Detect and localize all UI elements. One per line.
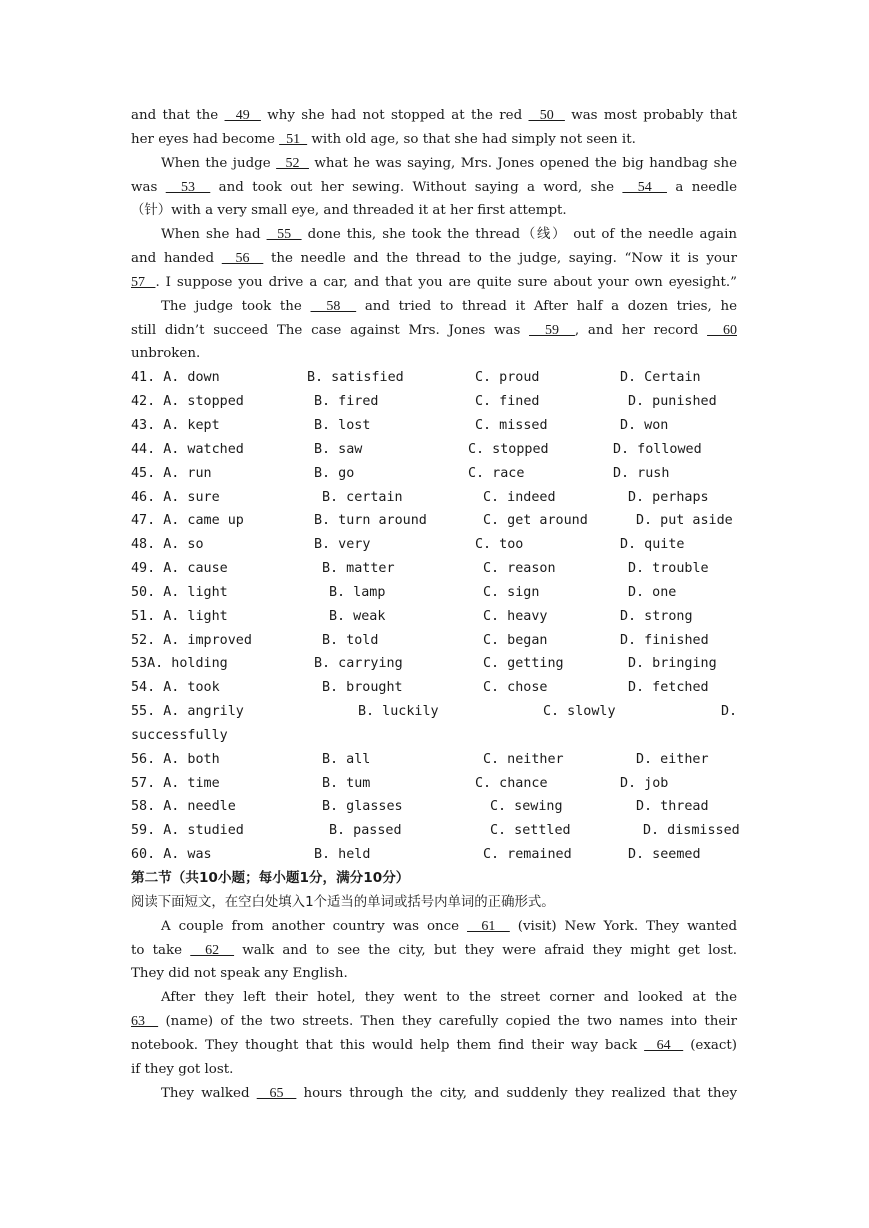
option-c: C. neither xyxy=(483,751,564,767)
option-row-58 xyxy=(131,795,737,819)
option-row-52 xyxy=(131,629,737,653)
passage-line: When the judge 52 what he was saying, Mrs. Jones opened the big handbag she xyxy=(161,155,738,171)
passage-line: The judge took the 58 and tried to thread it After half a dozen tries, he xyxy=(161,298,738,314)
option-row-44 xyxy=(131,438,737,462)
option-a: 48. A. so xyxy=(131,537,204,553)
option-c: C. slowly xyxy=(543,704,616,720)
option-d: D. thread xyxy=(636,799,709,815)
option-d: D. punished xyxy=(628,394,717,410)
option-b: B. lamp xyxy=(329,584,386,600)
option-a: 41. A. down xyxy=(131,370,220,386)
option-c: C. proud xyxy=(475,370,540,386)
exam-page xyxy=(131,104,740,1105)
passage-line: was 53 and took out her sewing. Without saying a word, she 54 a needle xyxy=(131,179,737,195)
option-c: C. chose xyxy=(483,680,548,696)
option-b: B. matter xyxy=(322,561,395,577)
section-instruction: 阅读下面短文，在空白处填入1个适当的单词或括号内单词的正确形式。 xyxy=(131,894,555,910)
option-c: C. sewing xyxy=(490,799,563,815)
option-d: D. finished xyxy=(620,632,709,648)
blank-54[interactable]: 54 xyxy=(622,179,667,195)
option-c: C. fined xyxy=(475,394,540,410)
passage-line: and that the 49 why she had not stopped at the red 50 was most probably that xyxy=(131,108,737,123)
passage-line: They walked 65 hours through the city, and suddenly they realized that they xyxy=(161,1085,738,1101)
option-b: B. fired xyxy=(314,394,379,410)
option-row-50 xyxy=(131,581,737,605)
passage-line: 63 (name) of the two streets. Then they carefully copied the two names into their xyxy=(131,1014,737,1030)
option-d: D. won xyxy=(620,417,669,433)
blank-57[interactable]: 57 xyxy=(131,274,156,290)
option-row-45 xyxy=(131,462,737,486)
option-a: 55. A. angrily xyxy=(131,704,244,720)
option-c: C. settled xyxy=(490,823,571,839)
passage-line: （针）with a very small eye, and threaded it at her first attempt. xyxy=(131,203,567,219)
option-b: B. weak xyxy=(329,608,386,624)
option-a: 43. A. kept xyxy=(131,417,220,433)
option-b: B. tum xyxy=(322,775,371,791)
passage-line: When she had 55 done this, she took the thread（线） out of the needle again xyxy=(161,227,737,243)
option-row-55-cont xyxy=(131,724,737,748)
passage-line: A couple from another country was once 61 (visit) New York. They wanted xyxy=(161,918,738,934)
option-b: B. all xyxy=(322,751,371,767)
option-row-54 xyxy=(131,676,737,700)
option-a: 45. A. run xyxy=(131,465,212,481)
option-row-55 xyxy=(131,700,737,724)
option-c: C. indeed xyxy=(483,489,556,505)
blank-52[interactable]: 52 xyxy=(276,155,309,171)
blank-53[interactable]: 53 xyxy=(165,179,211,195)
blank-59[interactable]: 59 xyxy=(529,322,575,338)
option-a: 54. A. took xyxy=(131,680,220,696)
blank-51[interactable]: 51 xyxy=(279,131,308,147)
option-b: B. held xyxy=(314,847,371,863)
blank-58[interactable]: 58 xyxy=(310,298,357,314)
passage-line: 57 . I suppose you drive a car, and that you are quite sure about your own eyesight.” xyxy=(131,274,738,290)
blank-55[interactable]: 55 xyxy=(266,227,302,243)
option-b: B. brought xyxy=(322,680,403,696)
blank-63[interactable]: 63 xyxy=(131,1014,159,1030)
option-d: D. dismissed xyxy=(643,823,740,839)
option-row-56 xyxy=(131,748,737,772)
option-d: D. rush xyxy=(613,465,670,481)
option-b: B. certain xyxy=(322,489,403,505)
option-b: B. lost xyxy=(314,417,371,433)
blank-56[interactable]: 56 xyxy=(221,251,264,267)
blank-61[interactable]: 61 xyxy=(467,918,510,934)
option-b: B. passed xyxy=(329,823,402,839)
option-c: C. remained xyxy=(483,847,572,863)
option-d: D. strong xyxy=(620,608,693,624)
blank-50[interactable]: 50 xyxy=(528,108,565,123)
option-c: C. began xyxy=(483,632,548,648)
option-a: 42. A. stopped xyxy=(131,394,244,410)
option-row-47 xyxy=(131,509,737,533)
option-d: D. bringing xyxy=(628,656,717,672)
option-row-57 xyxy=(131,772,737,796)
option-d: D. quite xyxy=(620,537,685,553)
option-c: C. chance xyxy=(475,775,548,791)
option-row-46 xyxy=(131,486,737,510)
option-c: C. too xyxy=(475,537,524,553)
option-b: B. very xyxy=(314,537,371,553)
option-c: C. sign xyxy=(483,584,540,600)
option-d-wrap: successfully xyxy=(131,727,228,743)
option-a: 51. A. light xyxy=(131,608,228,624)
option-a: 56. A. both xyxy=(131,751,220,767)
option-row-41 xyxy=(131,366,737,390)
option-a: 53A. holding xyxy=(131,656,228,672)
blank-49[interactable]: 49 xyxy=(224,108,261,123)
option-row-51 xyxy=(131,605,737,629)
option-row-59 xyxy=(131,819,740,843)
option-a: 52. A. improved xyxy=(131,632,252,648)
passage-line: notebook. They thought that this would help them find their way back 64 (exact) xyxy=(131,1037,737,1053)
option-a: 47. A. came up xyxy=(131,513,244,529)
option-d: D. one xyxy=(628,584,677,600)
passage-line: to take 62 walk and to see the city, but they were afraid they might get lost. xyxy=(131,942,737,958)
blank-60[interactable]: 60 xyxy=(707,322,737,338)
option-c: C. get around xyxy=(483,513,588,529)
option-c: C. missed xyxy=(475,417,548,433)
option-a: 49. A. cause xyxy=(131,561,228,577)
passage-line: still didn’t succeed The case against Mrs. Jones was 59 , and her record 60 xyxy=(131,322,737,338)
option-row-53 xyxy=(131,652,737,676)
blank-62[interactable]: 62 xyxy=(190,942,235,958)
option-d: D. followed xyxy=(613,441,702,457)
option-b: B. saw xyxy=(314,441,363,457)
option-c: C. stopped xyxy=(468,441,549,457)
option-d: D. perhaps xyxy=(628,489,709,505)
option-b: B. go xyxy=(314,465,355,481)
option-d: D. Certain xyxy=(620,370,701,386)
option-c: C. reason xyxy=(483,561,556,577)
blank-64[interactable]: 64 xyxy=(644,1037,684,1053)
passage-line: her eyes had become 51 with old age, so that she had simply not seen it. xyxy=(131,131,636,147)
option-row-48 xyxy=(131,533,737,557)
option-row-49 xyxy=(131,557,737,581)
passage-line: if they got lost. xyxy=(131,1061,234,1077)
option-d: D. seemed xyxy=(628,847,701,863)
option-b: B. turn around xyxy=(314,513,427,529)
option-d: D. fetched xyxy=(628,680,709,696)
option-d: D. put aside xyxy=(636,513,733,529)
passage-line: After they left their hotel, they went to the street corner and looked at the xyxy=(161,990,737,1006)
option-row-43 xyxy=(131,414,737,438)
option-c: C. heavy xyxy=(483,608,548,624)
option-c: C. getting xyxy=(483,656,564,672)
passage-line: They did not speak any English. xyxy=(131,966,348,982)
option-a: 60. A. was xyxy=(131,847,212,863)
option-b: B. carrying xyxy=(314,656,403,672)
option-d: D. trouble xyxy=(628,561,709,577)
option-a: 57. A. time xyxy=(131,775,220,791)
option-a: 59. A. studied xyxy=(131,823,244,839)
option-d: D. xyxy=(721,704,738,720)
option-a: 44. A. watched xyxy=(131,441,244,457)
option-a: 50. A. light xyxy=(131,584,228,600)
option-a: 58. A. needle xyxy=(131,799,236,815)
option-d: D. job xyxy=(620,775,669,791)
option-b: B. told xyxy=(322,632,379,648)
passage-line: unbroken. xyxy=(131,346,201,362)
option-a: 46. A. sure xyxy=(131,489,220,505)
option-b: B. luckily xyxy=(358,704,439,720)
option-b: B. satisfied xyxy=(307,370,404,386)
option-d: D. either xyxy=(636,751,709,767)
option-c: C. race xyxy=(468,465,525,481)
passage-line: and handed 56 the needle and the thread to the judge, saying. “Now it is your xyxy=(131,251,738,267)
option-row-42 xyxy=(131,390,737,414)
option-row-60 xyxy=(131,843,737,867)
option-b: B. glasses xyxy=(322,799,403,815)
blank-65[interactable]: 65 xyxy=(256,1085,297,1101)
section-title: 第二节（共10小题；每小题1分，满分10分） xyxy=(131,870,410,886)
